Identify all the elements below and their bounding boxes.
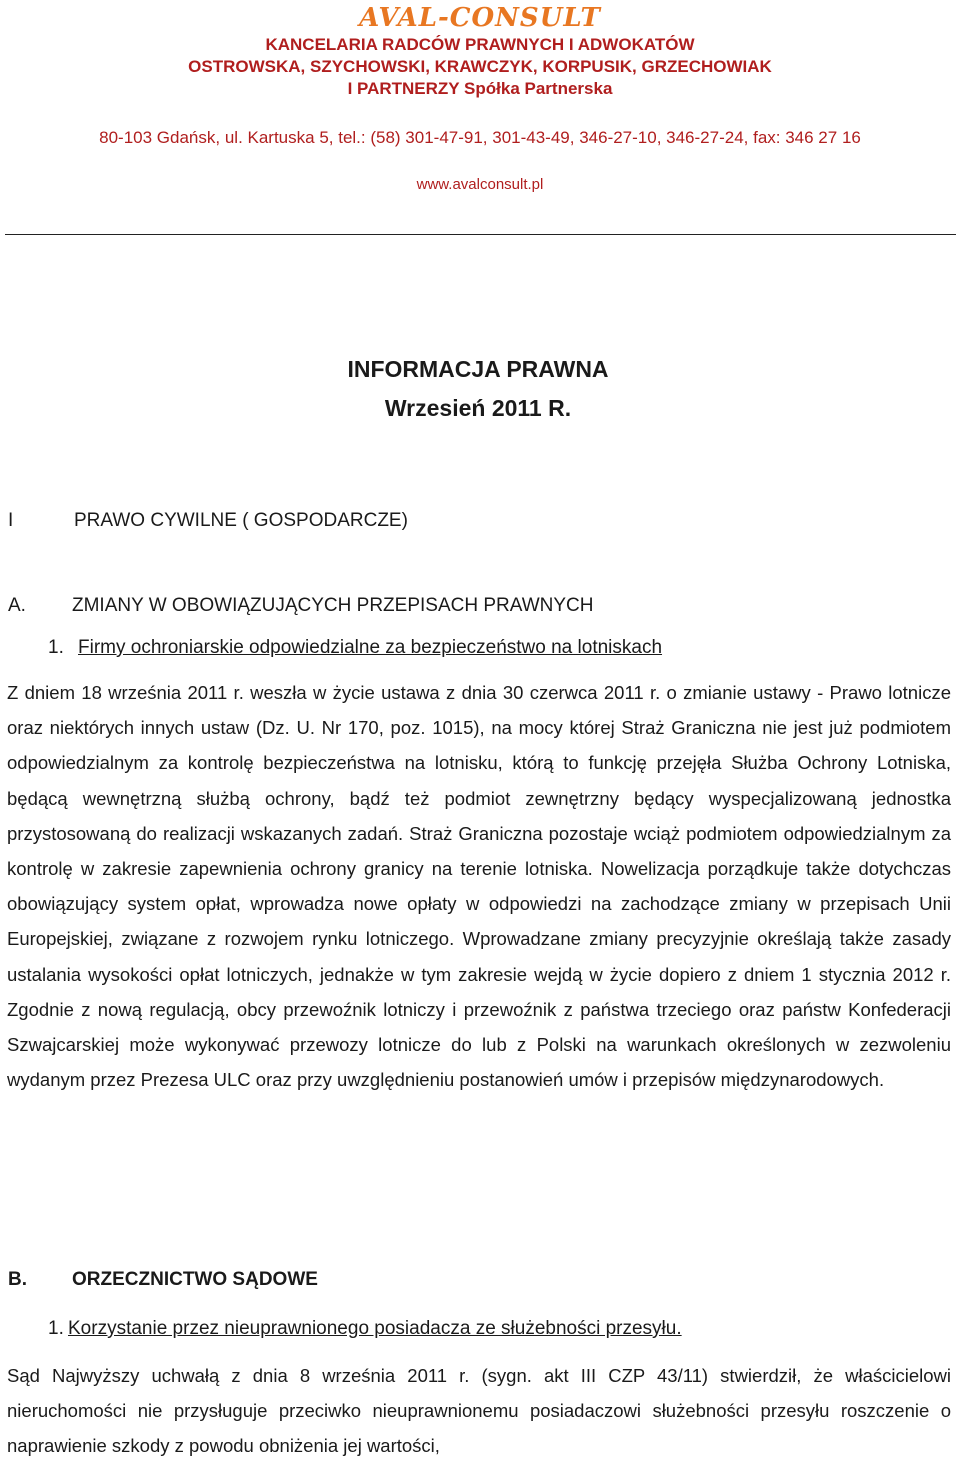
section-i-heading [8,510,508,536]
firm-line-1: KANCELARIA RADCÓW PRAWNYCH I ADWOKATÓW [265,35,695,54]
section-a-item-1-text: Z dniem 18 września 2011 r. weszła w życie ustawa z dnia 30 czerwca 2011 r. o zmianie ustawy - Prawo lotnicze oraz niektórych innych ustaw (Dz. U. Nr 170, poz. 1015), na mocy której Straż Graniczna nie jest już podmiotem odpowiedzialnym za kontrolę bezpieczeństwa na lotnisku, którą to funkcję przejęła Służba Ochrony Lotniska, będącą wewnętrzną służbą ochrony, bądź też podmiot zewnętrzny będący wyspecjalizowaną jednostka przystosowaną do realizacji wskazanych zadań. Straż Graniczna pozostaje wciąż podmiotem odpowiedzialnym za kontrolę w zakresie zapewnienia ochrony granicy na terenie lotniska. Nowelizacja porządkuje także dotychczas obowiązujący system opłat, wprowadza nowe opłaty w odpowiedzi na zachodzące zmiany w przepisach Unii Europejskiej, związane z rozwojem rynku lotniczego. Wprowadzane zmiany precyzyjnie określają także zasady ustalania wysokości opłat lotniczych, jednakże w tym zakresie wejdą w życie dopiero z dniem 1 stycznia 2012 r. Zgodnie z nową regulacją, obcy przewoźnik lotniczy i przewoźnik z państwa trzeciego oraz państw Konfederacji Szwajcarskiej może wykonywać przewozy lotnicze do lub z Polski na warunkach określonych w zezwoleniu wydanym przez Prezesa ULC oraz przy uwzględnieniu postanowień umów i przepisów międzynarodowych. [7,682,951,1091]
section-b-number: B. [8,1269,27,1290]
section-b-item-1-text: Sąd Najwyższy uchwałą z dnia 8 września 2011 r. (sygn. akt III CZP 43/11) stwierdził, że właścicielowi nieruchomości nie przysługuje przeciwko nieuprawnionemu posiadaczowi służebności przesyłu roszczenie o naprawienie szkody z powodu obniżenia jej wartości, [7,1365,951,1457]
firm-website: www.avalconsult.pl [416,176,544,193]
section-b-item-1-label: Korzystanie przez nieuprawnionego posiadacza ze służebności przesyłu. [68,1318,682,1339]
section-a-number: A. [8,595,26,616]
document-date: Wrzesień 2011 R. [384,395,572,421]
section-a-label: ZMIANY W OBOWIĄZUJĄCYCH PRZEPISACH PRAWNYCH [72,595,594,616]
brand-logo-text: AVAL-CONSULT [359,3,601,33]
section-a-item-1-heading [48,637,848,663]
section-a-item-1-number: 1. [48,637,64,658]
firm-line-3: I PARTNERZY Spółka Partnerska [347,79,613,98]
letterhead [0,2,960,100]
section-b-heading [8,1269,508,1295]
letterhead-divider [5,234,956,235]
section-b-item-1-heading [48,1318,898,1344]
section-i-label: PRAWO CYWILNE ( GOSPODARCZE) [74,510,408,531]
section-b-item-1-number: 1. [48,1318,64,1339]
section-a-heading [8,595,708,621]
section-i-number: I [8,510,14,531]
firm-address: 80-103 Gdańsk, ul. Kartuska 5, tel.: (58) 301-47-91, 301-43-49, 346-27-10, 346-27-24, fax: 346 27 16 [99,128,861,147]
section-b-label: ORZECZNICTWO SĄDOWE [72,1269,318,1290]
firm-line-2: OSTROWSKA, SZYCHOWSKI, KRAWCZYK, KORPUSIK, GRZECHOWIAK [188,57,772,76]
section-a-item-1-label: Firmy ochroniarskie odpowiedzialne za bezpieczeństwo na lotniskach [78,637,663,658]
document-title: INFORMACJA PRAWNA [347,356,609,382]
